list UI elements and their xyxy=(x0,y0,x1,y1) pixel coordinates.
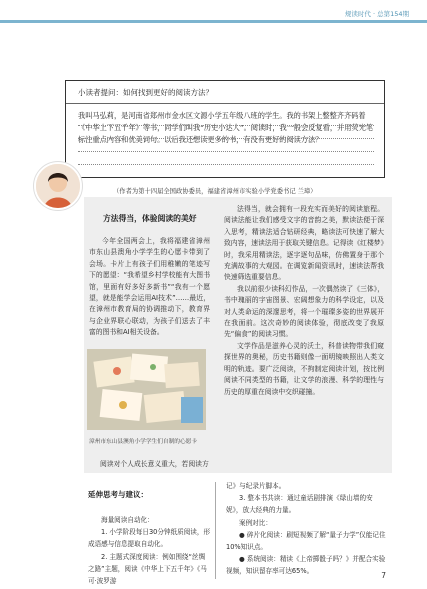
extension-left-column xyxy=(88,514,211,587)
article-left-column: 今年全国两会上，我将福建省漳州市东山县澳角小学学生的心愿卡带到了会场。卡片上有孩子们用稚嫩的笔迹写下的愿望：“我希望乡村学校能有大图书馆，里面有好多好多新书”“我有一个愿望，就是能学会运用AI技术”……最近，在漳州市教育局的协调推动下，教育界与企业界联心联动，为孩子们送去了丰富的图书和AI相关设备。 xyxy=(89,237,210,337)
question-body: 我叫马弘莉，是河南省郑州市金水区文源小学五年级八班的学生。我的书架上整整齐齐码着《中华上下五千年》等书，同学们叫我“历史小达人”。阅读时，我一般会反复看，并用荧光笔标注重点内容和优美词句。以后我还想读更多的书，有没有更好的阅读方法？ xyxy=(78,111,373,144)
page-number: 7 xyxy=(381,571,386,580)
list-item: 3. 整本书共读：通过童话剧排演《绿山墙的安妮》，放大经典的力量。 xyxy=(226,494,373,515)
column-divider xyxy=(215,482,216,579)
paragraph: 法得当，就会拥有一段充实而美好的阅读旅程。阅读法能让我们感受文字的音韵之美，默读法便于深入思考，精读法适合钻研经典，略读法可快速了解大致内容，速读法用于获取关键信息。记得读《红楼梦》时，我采用精读法，逐字逐句品味，仿佛置身于那个充满故事的大观园。在调览新闻资讯时，速读法帮我快速筛选重要信息。 xyxy=(224,205,384,282)
article-right-column xyxy=(224,204,384,398)
question-heading: 小读者提问：如何找到更好的阅读方法？ xyxy=(78,88,213,97)
paragraph: 文学作品是滋养心灵的沃土，科普读物带我们窥探世界的奥秘，历史书籍则像一面明镜映照出人类文明的轨迹。要广泛阅读，不拘制定阅读计划，按比例阅读不同类型的书籍，让文学的浪漫、科学的理性与历史的厚重在阅读中交织碰撞。 xyxy=(224,341,384,396)
article-section-title: 方法得当，体验阅读的美好 xyxy=(103,214,197,223)
dotted-rule xyxy=(78,138,374,139)
paragraph: 我以前很少读科幻作品，一次偶然读了《三体》，书中瑰丽的宇宙图景、宏阔想象力的科学设定，以及对人类命运的深邃思考，将一个璀璨多姿的世界展开在我面前。这次奇妙的阅读体验，彻底改变了我原先“偏食”的阅读习惯。 xyxy=(224,284,384,339)
list-item: 案例对比： xyxy=(239,518,272,527)
dotted-rule xyxy=(78,125,374,126)
list-item: ● 碎片化阅读：刷短视频了解“量子力学”仅能记住10%知识点。 xyxy=(226,530,386,552)
question-divider xyxy=(66,103,384,104)
author-portrait xyxy=(34,162,82,210)
dotted-rule xyxy=(78,164,374,165)
author-credit: （作者为第十四届全国政协委员，福建省漳州市实验小学党委书记 兰璋） xyxy=(113,188,317,195)
question-box xyxy=(65,80,385,178)
dotted-rule xyxy=(78,151,374,152)
list-item: 海量阅读自动化： xyxy=(101,516,154,524)
extension-title: 延伸思考与建议： xyxy=(88,490,148,499)
extension-right-column xyxy=(226,480,386,578)
list-item: 1. 小学阶段每日30分钟纸质阅读，形成语感与信息提取自动化。 xyxy=(88,528,211,549)
list-item: 记》与纪录片脚本。 xyxy=(226,482,286,490)
running-header: 规读时代 · 总第154期 xyxy=(344,10,409,18)
header-rule xyxy=(0,20,427,23)
photo-illustration xyxy=(87,349,206,430)
list-item: 2. 主题式深度阅读：例如围绕“丝绸之路”主题，阅读《中华上下五千年》《马可·波罗游 xyxy=(88,552,207,586)
portrait-illustration xyxy=(36,164,80,208)
list-item: ● 系统阅读：精读《上帝掷骰子吗？》并配合实验视频，知识留存率可达65%。 xyxy=(226,555,386,576)
photo-caption: 漳州市东山县澳角小学学生们自制的心愿卡 xyxy=(89,439,198,445)
wish-cards-photo xyxy=(87,349,206,430)
article-last-line: 阅读对个人成长意义重大，若阅读方 xyxy=(100,460,209,468)
